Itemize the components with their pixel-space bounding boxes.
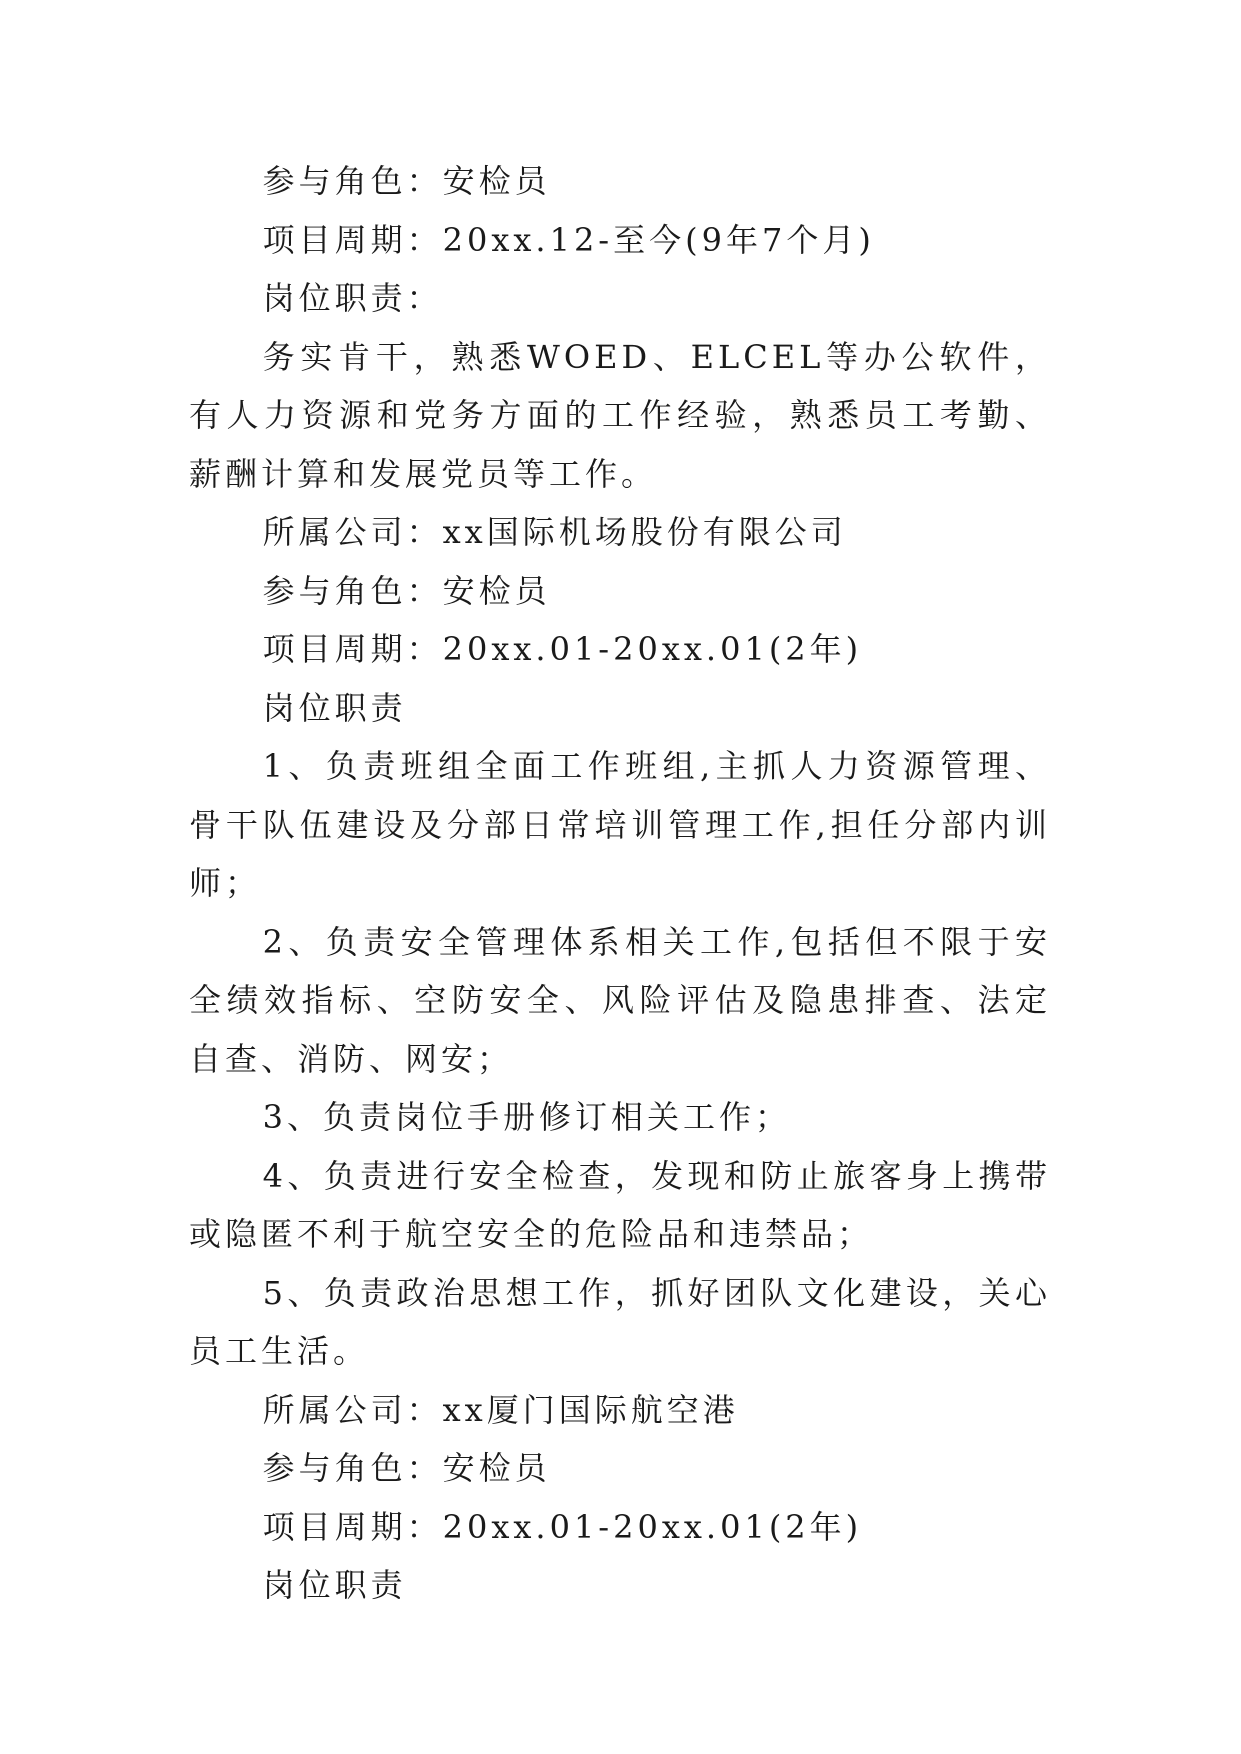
period-line: 项目周期：20xx.01-20xx.01(2年) xyxy=(262,630,863,668)
role-line: 参与角色：安检员 xyxy=(262,162,551,200)
duty-item-2: 2、负责安全管理体系相关工作,包括但不限于安全绩效指标、空防安全、风险评估及隐患排查、法定自查、消防、网安； xyxy=(189,922,1051,1078)
company-line: 所属公司：xx国际机场股份有限公司 xyxy=(262,513,847,551)
duties-heading: 岗位职责 xyxy=(262,688,407,727)
duties-paragraph: 务实肯干，熟悉WOED、ELCEL等办公软件，有人力资源和党务方面的工作经验，熟悉员工考勤、薪酬计算和发展党员等工作。 xyxy=(189,337,1051,493)
role-line: 参与角色：安检员 xyxy=(262,1449,551,1487)
duties-heading: 岗位职责： xyxy=(262,279,443,317)
duty-item-1: 1、负责班组全面工作班组,主抓人力资源管理、骨干队伍建设及分部日常培训管理工作,担任分部内训师； xyxy=(189,747,1051,902)
period-line: 项目周期：20xx.12-至今(9年7个月) xyxy=(262,220,875,259)
role-line: 参与角色：安检员 xyxy=(262,571,551,610)
duties-heading: 岗位职责 xyxy=(262,1566,407,1604)
period-line: 项目周期：20xx.01-20xx.01(2年) xyxy=(262,1507,863,1546)
duty-item-3: 3、负责岗位手册修订相关工作； xyxy=(262,1098,791,1136)
company-line: 所属公司：xx厦门国际航空港 xyxy=(262,1390,739,1429)
document-body xyxy=(189,152,1051,1615)
duty-item-5: 5、负责政治思想工作，抓好团队文化建设，关心员工生活。 xyxy=(189,1273,1051,1370)
duty-item-4: 4、负责进行安全检查，发现和防止旅客身上携带或隐匿不利于航空安全的危险品和违禁品； xyxy=(189,1156,1051,1253)
